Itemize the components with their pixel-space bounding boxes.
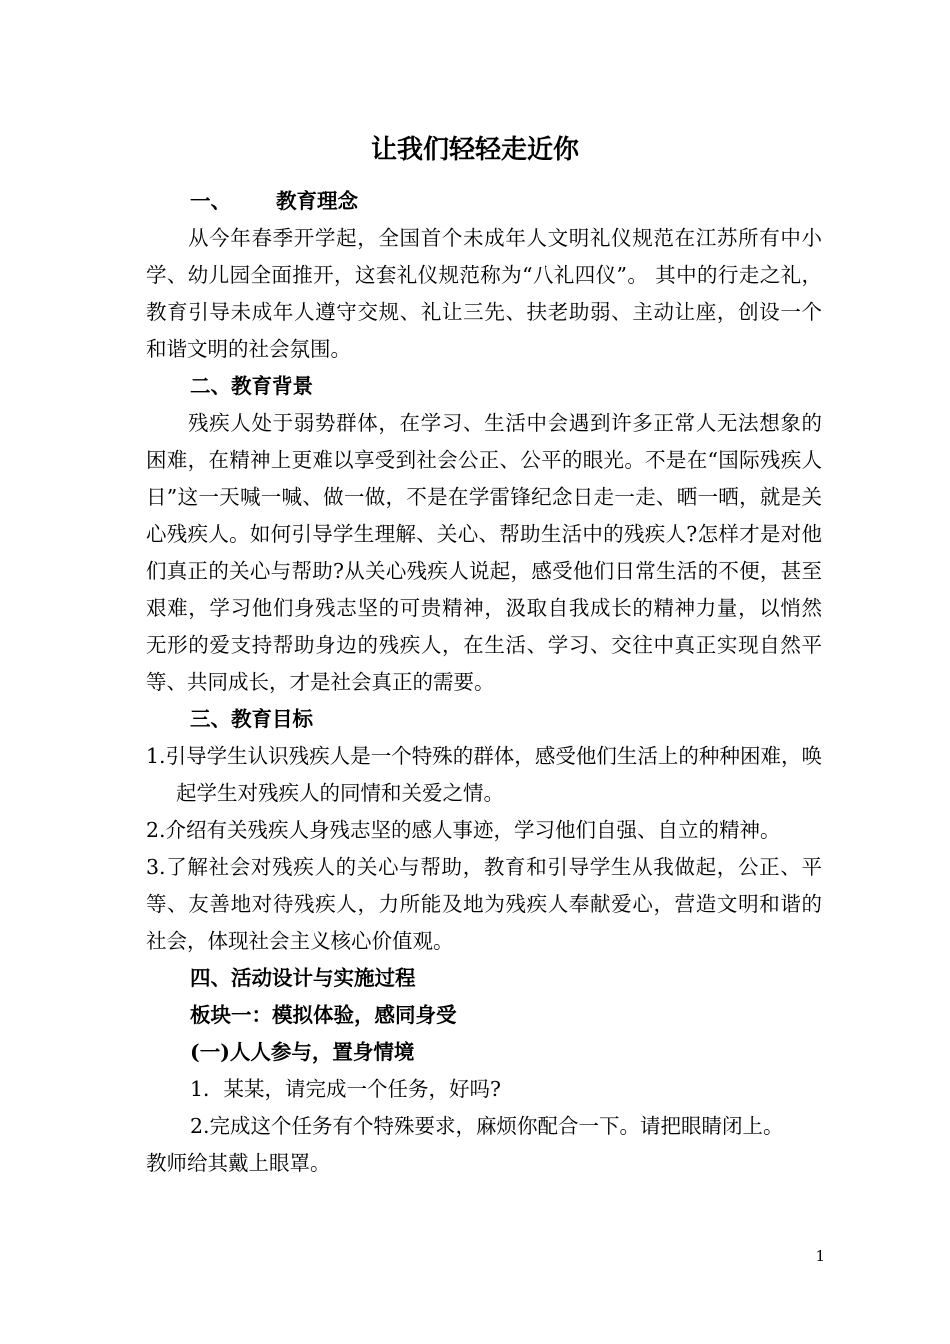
goal-item-3: 3.了解社会对残疾人的关心与帮助，教育和引导学生从我做起，公正、平等、友善地对待残疾人，力所能及地为残疾人奉献爱心，营造文明和谐的社会，体现社会主义核心价值观。	[146, 855, 822, 953]
activity-step-1: 1．某某，请完成一个任务，好吗?	[190, 1077, 502, 1101]
section-title: 教育理念	[276, 189, 358, 213]
section-heading-3: 三、教育目标	[190, 707, 313, 731]
page-number: 1	[815, 1247, 825, 1265]
activity-step-2: 2.完成这个任务有个特殊要求，麻烦你配合一下。请把眼睛闭上。	[190, 1114, 784, 1138]
goal-item-1: 1.引导学生认识残疾人是一个特殊的群体，感受他们生活上的种种困难，唤起学生对残疾人的同情和关爱之情。	[146, 744, 822, 805]
section-number: 一、	[190, 189, 231, 213]
paragraph-education-concept: 从今年春季开学起，全国首个未成年人文明礼仪规范在江苏所有中小学、幼儿园全面推开，这套礼仪规范称为“八礼四仪”。 其中的行走之礼，教育引导未成年人遵守交规、礼让三先、扶老助弱、主动让座，创设一个和谐文明的社会氛围。	[146, 226, 822, 361]
section-heading-1	[146, 183, 822, 220]
section-heading-4: 四、活动设计与实施过程	[190, 966, 416, 990]
activity-step-2-continued: 教师给其戴上眼罩。	[146, 1151, 331, 1175]
document-title: 让我们轻轻走近你	[370, 135, 579, 165]
block-heading-1: 板块一：模拟体验，感同身受	[190, 1003, 457, 1027]
paragraph-education-background: 残疾人处于弱势群体，在学习、生活中会遇到许多正常人无法想象的困难，在精神上更难以享受到社会公正、公平的眼光。不是在“国际残疾人日”这一天喊一喊、做一做，不是在学雷锋纪念日走一走、晒一晒，就是关心残疾人。如何引导学生理解、关心、帮助生活中的残疾人?怎样才是对他们真正的关心与帮助?从关心残疾人说起，感受他们日常生活的不便，甚至艰难，学习他们身残志坚的可贵精神，汲取自我成长的精神力量，以悄然无形的爱支持帮助身边的残疾人，在生活、学习、交往中真正实现自然平等、共同成长，才是社会真正的需要。	[146, 411, 822, 694]
goal-item-2: 2.介绍有关残疾人身残志坚的感人事迹，学习他们自强、自立的精神。	[146, 818, 781, 842]
section-heading-2: 二、教育背景	[190, 374, 313, 398]
document-body	[146, 183, 822, 1182]
subsection-heading-1: (一)人人参与，置身情境	[190, 1040, 415, 1064]
